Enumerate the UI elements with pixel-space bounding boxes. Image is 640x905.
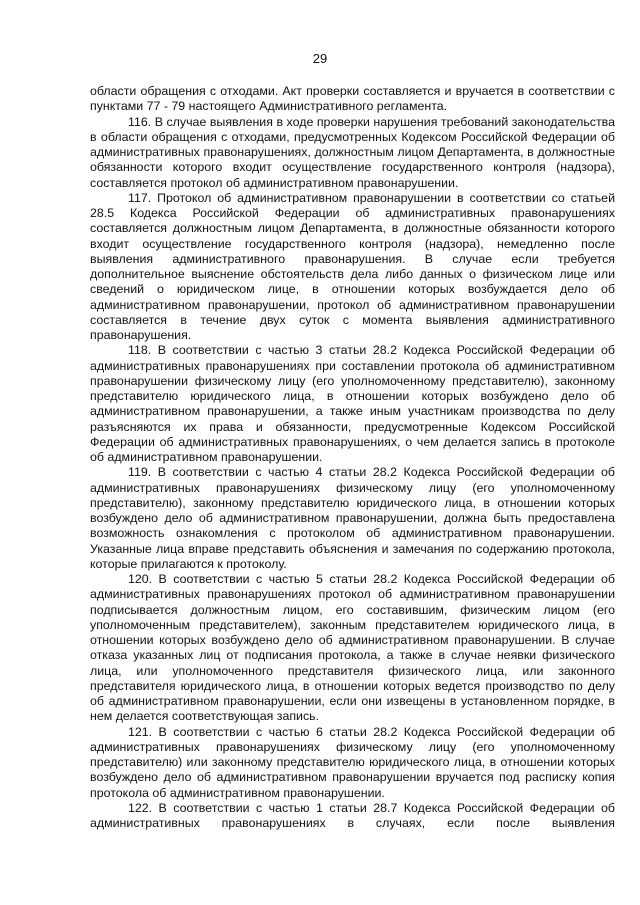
paragraph-119: 119. В соответствии с частью 4 статьи 28.2 Кодекса Российской Федерации об административных правонарушениях физическому лицу (его уполномоченному представителю), законному представителю юридического лица, в отношении которых возбуждено дело об административном правонарушении, должна быть предоставлена возможность ознакомления с протоколом об административном правонарушении. Указанные лица вправе представить объяснения и замечания по содержанию протокола, которые прилагаются к протоколу. xyxy=(90,465,615,571)
paragraph-120: 120. В соответствии с частью 5 статьи 28.2 Кодекса Российской Федерации об административных правонарушениях протокол об административном правонарушении подписывается должностным лицом, его составившим, физическим лицом (его уполномоченным представителем), законным представителем юридического лица, в отношении которых возбуждено дело об административном правонарушении. В случае отказа указанных лиц от подписания протокола, а также в случае неявки физического лица, или уполномоченного представителя физического лица, или законного представителя юридического лица, в отношении которых ведется производство по делу об административном правонарушении, если они извещены в установленном порядке, в нем делается соответствующая запись. xyxy=(90,572,615,724)
paragraph-117: 117. Протокол об административном правонарушении в соответствии со статьей 28.5 Кодекса Российской Федерации об административных правонарушениях составляется должностным лицом Департамента, в должностные обязанности которого входит осуществление государственного контроля (надзора), немедленно после выявления административного правонарушения. В случае если требуется дополнительное выяснение обстоятельств дела либо данных о физическом лице или сведений о юридическом лице, в отношении которых возбуждается дело об административном правонарушении, протокол об административном правонарушении составляется в течение двух суток с момента выявления административного правонарушения. xyxy=(90,190,615,342)
paragraph-116: 116. В случае выявления в ходе проверки нарушения требований законодательства в области обращения с отходами, предусмотренных Кодексом Российской Федерации об административных правонарушениях, должностным лицом Департамента, в должностные обязанности которого входит осуществление государственного контроля (надзора), составляется протокол об административном правонарушении. xyxy=(90,114,615,190)
paragraph-continuation: области обращения с отходами. Акт проверки составляется и вручается в соответствии с пунктами 77 - 79 настоящего Административного регламента. xyxy=(90,84,615,114)
paragraph-118: 118. В соответствии с частью 3 статьи 28.2 Кодекса Российской Федерации об административных правонарушениях при составлении протокола об административном правонарушении физическому лицу (его уполномоченному представителю), законному представителю юридического лица, в отношении которых возбуждено дело об административном правонарушении, а также иным участникам производства по делу разъясняются их права и обязанности, предусмотренные Кодексом Российской Федерации об административных правонарушениях, о чем делается запись в протоколе об административном правонарушении. xyxy=(90,343,615,464)
page-number: 29 xyxy=(312,51,328,66)
paragraph-121: 121. В соответствии с частью 6 статьи 28.2 Кодекса Российской Федерации об административных правонарушениях физическому лицу (его уполномоченному представителю) или законному представителю юридического лица, в отношении которых возбуждено дело об административном правонарушении вручается под расписку копия протокола об административном правонарушении. xyxy=(90,724,615,800)
document-body xyxy=(90,84,615,831)
paragraph-122: 122. В соответствии с частью 1 статьи 28.7 Кодекса Российской Федерации об административных правонарушениях в случаях, если после выявления xyxy=(90,800,615,830)
